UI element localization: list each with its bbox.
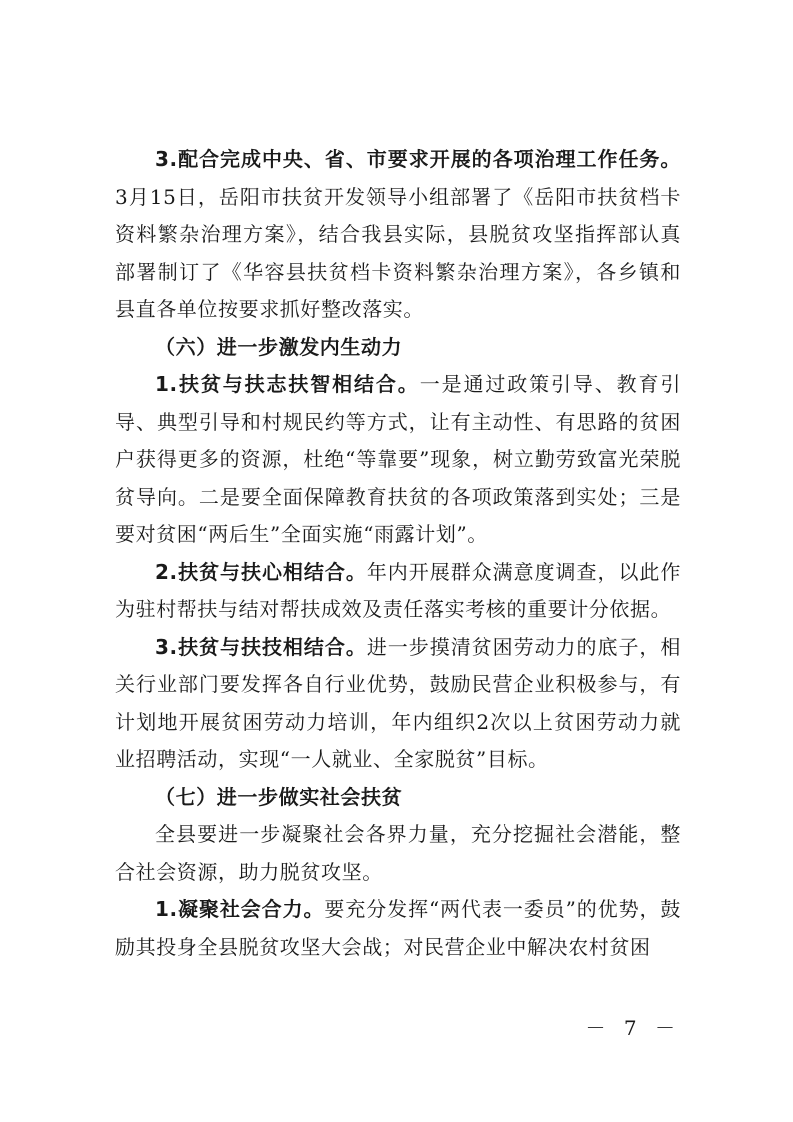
paragraph-lead: 1.扶贫与扶志扶智相结合。 [155, 372, 420, 396]
section-heading-7 [115, 779, 681, 817]
paragraph-social-force [115, 891, 681, 966]
page-number: － 7 － [585, 1016, 681, 1040]
section-heading-text: （六）进一步激发内生动力 [155, 334, 403, 359]
paragraph-lead: 3.配合完成中央、省、市要求开展的各项治理工作任务。 [155, 147, 681, 171]
paragraph-governance-tasks [115, 141, 681, 329]
paragraph-text: 全县要进一步凝聚社会各界力量，充分挖掘社会潜能，整合社会资源，助力脱贫攻坚。 [115, 822, 681, 884]
paragraph-lead: 3.扶贫与扶技相结合。 [155, 634, 367, 659]
document-body [115, 141, 681, 966]
paragraph-text: 一是通过政策引导、教育引导、典型引导和村规民约等方式，让有主动性、有思路的贫困户获得更多的资源，杜绝“等靠要”现象，树立勤劳致富光荣脱贫导向。二是要全面保障教育扶贫的各项政策落到实处；三是要对贫困“两后生”全面实施“雨露计划”。 [115, 372, 681, 546]
paragraph-text: 年内开展群众满意度调查，以此作为驻村帮扶与结对帮扶成效及责任落实考核的重要计分依据。 [115, 559, 681, 621]
paragraph-poverty-skills [115, 629, 681, 779]
section-heading-text: （七）进一步做实社会扶贫 [155, 784, 403, 809]
paragraph-social-intro [115, 816, 681, 891]
paragraph-text: 3月15日，岳阳市扶贫开发领导小组部署了《岳阳市扶贫档卡资料繁杂治理方案》，结合我县实际，县脱贫攻坚指挥部认真部署制订了《华容县扶贫档卡资料繁杂治理方案》，各乡镇和县直各单位按要求抓好整改落实。 [115, 184, 681, 321]
paragraph-poverty-heart [115, 554, 681, 629]
paragraph-poverty-ambition [115, 366, 681, 554]
paragraph-text: 进一步摸清贫困劳动力的底子，相关行业部门要发挥各自行业优势，鼓励民营企业积极参与，有计划地开展贫困劳动力培训，年内组织2次以上贫困劳动力就业招聘活动，实现“一人就业、全家脱贫”目标。 [115, 634, 681, 771]
paragraph-lead: 1.凝聚社会合力。 [155, 897, 325, 921]
paragraph-text: 要充分发挥“两代表一委员”的优势，鼓励其投身全县脱贫攻坚大会战；对民营企业中解决农村贫困 [115, 897, 681, 959]
section-heading-6 [115, 329, 681, 367]
paragraph-lead: 2.扶贫与扶心相结合。 [155, 559, 367, 584]
